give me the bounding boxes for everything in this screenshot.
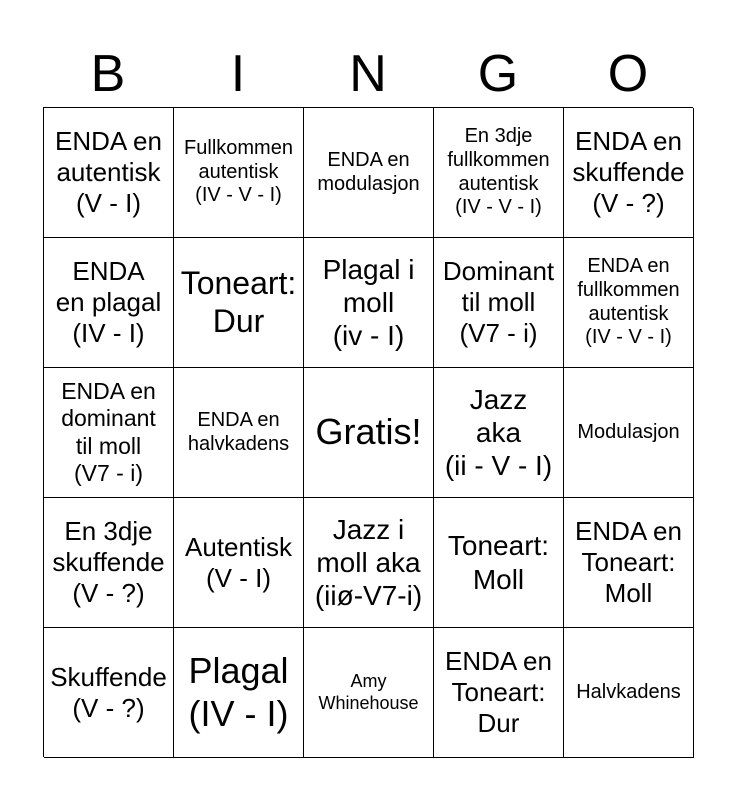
bingo-grid <box>43 107 693 757</box>
header-letter-i: I <box>230 45 246 103</box>
cell-text: ENDA en fullkommen autentisk (IV - V - I) <box>577 255 680 349</box>
cell-text: ENDA en skuffende (V - ?) <box>572 126 685 218</box>
cell-text: Plagal (IV - I) <box>188 650 289 734</box>
cell-text: Toneart: Dur <box>180 264 297 339</box>
cell-text: Jazz i moll aka (iiø-V7-i) <box>314 513 423 612</box>
bingo-cell[interactable] <box>434 628 564 758</box>
bingo-cell[interactable] <box>434 238 564 368</box>
bingo-cell[interactable] <box>174 628 304 758</box>
cell-text: Toneart: Moll <box>447 530 550 595</box>
bingo-cell[interactable] <box>304 498 434 628</box>
free-space-cell[interactable] <box>304 368 434 498</box>
cell-text: ENDA en plagal (IV - I) <box>55 256 162 348</box>
cell-text: ENDA en modulasjon <box>317 148 420 195</box>
header-letter-o: O <box>607 45 649 103</box>
bingo-cell[interactable] <box>174 368 304 498</box>
cell-text: Amy Whinehouse <box>318 671 419 713</box>
header-letter-b: B <box>90 45 126 103</box>
bingo-cell[interactable] <box>44 108 174 238</box>
bingo-header <box>43 40 693 108</box>
cell-text: En 3dje skuffende (V - ?) <box>52 516 165 608</box>
cell-text: Autentisk (V - I) <box>185 531 292 593</box>
cell-text: Fullkommen autentisk (IV - V - I) <box>184 137 293 207</box>
bingo-cell[interactable] <box>174 108 304 238</box>
bingo-cell[interactable] <box>44 498 174 628</box>
bingo-cell[interactable] <box>434 368 564 498</box>
bingo-cell[interactable] <box>304 238 434 368</box>
cell-text: Jazz aka (ii - V - I) <box>444 383 553 482</box>
bingo-cell[interactable] <box>434 498 564 628</box>
cell-text: Dominant til moll (V7 - i) <box>442 256 555 348</box>
bingo-cell[interactable] <box>564 498 694 628</box>
cell-text: ENDA en Toneart: Moll <box>575 516 682 608</box>
bingo-cell[interactable] <box>44 628 174 758</box>
bingo-cell[interactable] <box>44 368 174 498</box>
bingo-cell[interactable] <box>564 238 694 368</box>
cell-text: Halvkadens <box>576 680 681 703</box>
header-letter-n: N <box>349 45 387 103</box>
cell-text: ENDA en Toneart: Dur <box>445 646 552 738</box>
cell-text: ENDA en halvkadens <box>187 408 290 455</box>
bingo-cell[interactable] <box>564 628 694 758</box>
cell-text: Plagal i moll (iv - I) <box>322 253 415 352</box>
cell-text: ENDA en dominant til moll (V7 - i) <box>61 378 156 486</box>
cell-text: Skuffende (V - ?) <box>50 661 167 723</box>
header-letter-g: G <box>477 45 519 103</box>
bingo-cell[interactable] <box>564 368 694 498</box>
bingo-cell[interactable] <box>304 628 434 758</box>
bingo-cell[interactable] <box>304 108 434 238</box>
cell-text: Modulasjon <box>577 420 680 443</box>
bingo-cell[interactable] <box>434 108 564 238</box>
free-space-text: Gratis! <box>315 411 422 453</box>
cell-text: En 3dje fullkommen autentisk (IV - V - I) <box>447 125 550 219</box>
bingo-cell[interactable] <box>44 238 174 368</box>
bingo-cell[interactable] <box>174 498 304 628</box>
cell-text: ENDA en autentisk (V - I) <box>55 126 162 218</box>
bingo-cell[interactable] <box>174 238 304 368</box>
bingo-cell[interactable] <box>564 108 694 238</box>
